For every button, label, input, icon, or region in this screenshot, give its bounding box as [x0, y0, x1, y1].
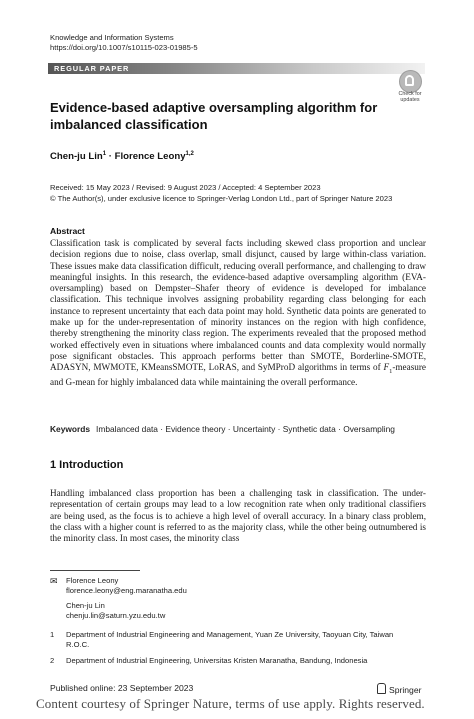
f-measure-subscript: 1 [389, 368, 393, 376]
paper-title: Evidence-based adaptive oversampling algorithm for imbalanced classification [50, 100, 378, 132]
author-name[interactable]: Chen-ju Lin [50, 151, 103, 163]
doi-link[interactable]: https://doi.org/10.1007/s10115-023-01985-5 [50, 43, 198, 52]
article-type-label: REGULAR PAPER [54, 64, 130, 73]
correspondence-name: Florence Leony [66, 576, 119, 585]
correspondence-email[interactable]: chenju.lin@saturn.yzu.edu.tw [66, 611, 166, 620]
abstract-heading: Abstract [50, 226, 85, 236]
journal-name: Knowledge and Information Systems [50, 33, 174, 42]
article-history [50, 183, 392, 204]
abstract-body [50, 238, 426, 389]
author-name[interactable]: Florence Leony [114, 151, 186, 163]
affiliation-text: Department of Industrial Engineering, Universitas Kristen Maranatha, Bandung, Indonesia [66, 656, 368, 665]
keywords-list: Imbalanced data · Evidence theory · Uncertainty · Synthetic data · Oversampling [96, 424, 395, 434]
bookmark-icon [399, 70, 422, 93]
author-affiliation-mark: 1 [102, 151, 107, 157]
footnote-divider [50, 570, 140, 571]
affiliation-text: Department of Industrial Engineering and Management, Yuan Ze University, Taoyuan City, Taiwan R.O.C. [66, 630, 394, 649]
affiliation-mark: 1 [50, 630, 55, 639]
correspondence-name: Chen-ju Lin [66, 601, 105, 610]
journal-header [50, 33, 198, 53]
keywords-label: Keywords [50, 424, 91, 434]
badge-line1: Check for [398, 91, 422, 97]
check-for-updates-badge[interactable] [393, 70, 427, 104]
badge-line2: updates [400, 96, 420, 103]
publisher-name: Springer [389, 685, 422, 695]
publisher-logo [377, 683, 421, 695]
author-affiliation-mark: 1,2 [185, 151, 194, 157]
abstract-text: Classification task is complicated by several facts including skewed class proportion and unclear decision regions due to noise, class overlap, small disjunct, caused by large within-class variation. These issues make data classification difficult, reducing overall performance, and challenging to draw meaningful insights. In this research, the evidence-based adaptive oversampling algorithm (EVA-oversampling) based on Dempster–Shafer theory of evidence is developed for imbalance classification. This technique involves assigning probability regarding class belonging for each instance to represent uncertainty that each data point may hold. Synthetic data points are generated to make up for the under-representation of minority instances on the region with high confidence, thereby strengthening the minority class region. The experiments revealed that the proposed method worked effectively even in situations where imbalanced counts and data complexity would normally pose significant obstacles. This approach performs better than SMOTE, Borderline-SMOTE, ADASYN, MWMOTE, KMeansSMOTE, LoRAS, and SyMProD algorithms in terms of [50, 238, 426, 373]
copyright-line: © The Author(s), under exclusive licence to Springer-Verlag London Ltd., part of Springer Nature 2023 [50, 193, 393, 203]
correspondence-email[interactable]: florence.leony@eng.maranatha.edu [66, 586, 187, 595]
f-measure-symbol: F [383, 362, 390, 373]
section-heading: 1 Introduction [50, 459, 124, 471]
history-dates: Received: 15 May 2023 / Revised: 9 August 2023 / Accepted: 4 September 2023 [50, 183, 321, 192]
springer-horse-icon [377, 683, 386, 694]
author-list [50, 151, 194, 162]
article-type-banner [48, 63, 425, 74]
intro-paragraph: Handling imbalanced class proportion has been a challenging task in classification. The under-representation of certain groups may lead to a low recognition rate when only traditional classifiers are being used, as the focus is to achieve a high level of overall accuracy. In a binary class problem, the class with a higher count is referred to as the majority class, while the other being outnumbered is the minority class. In most cases, the minority class [50, 488, 426, 544]
affiliation-mark: 2 [50, 656, 55, 665]
abstract-text-end: -measure and G-mean for highly imbalanced data while maintaining the overall performance. [50, 362, 426, 388]
courtesy-notice: Content courtesy of Springer Nature, terms of use apply. Rights reserved. [36, 696, 425, 711]
author-separator: · [106, 151, 115, 163]
keywords-line [50, 424, 426, 435]
published-date: Published online: 23 September 2023 [50, 683, 194, 693]
envelope-icon: ✉ [50, 576, 58, 586]
